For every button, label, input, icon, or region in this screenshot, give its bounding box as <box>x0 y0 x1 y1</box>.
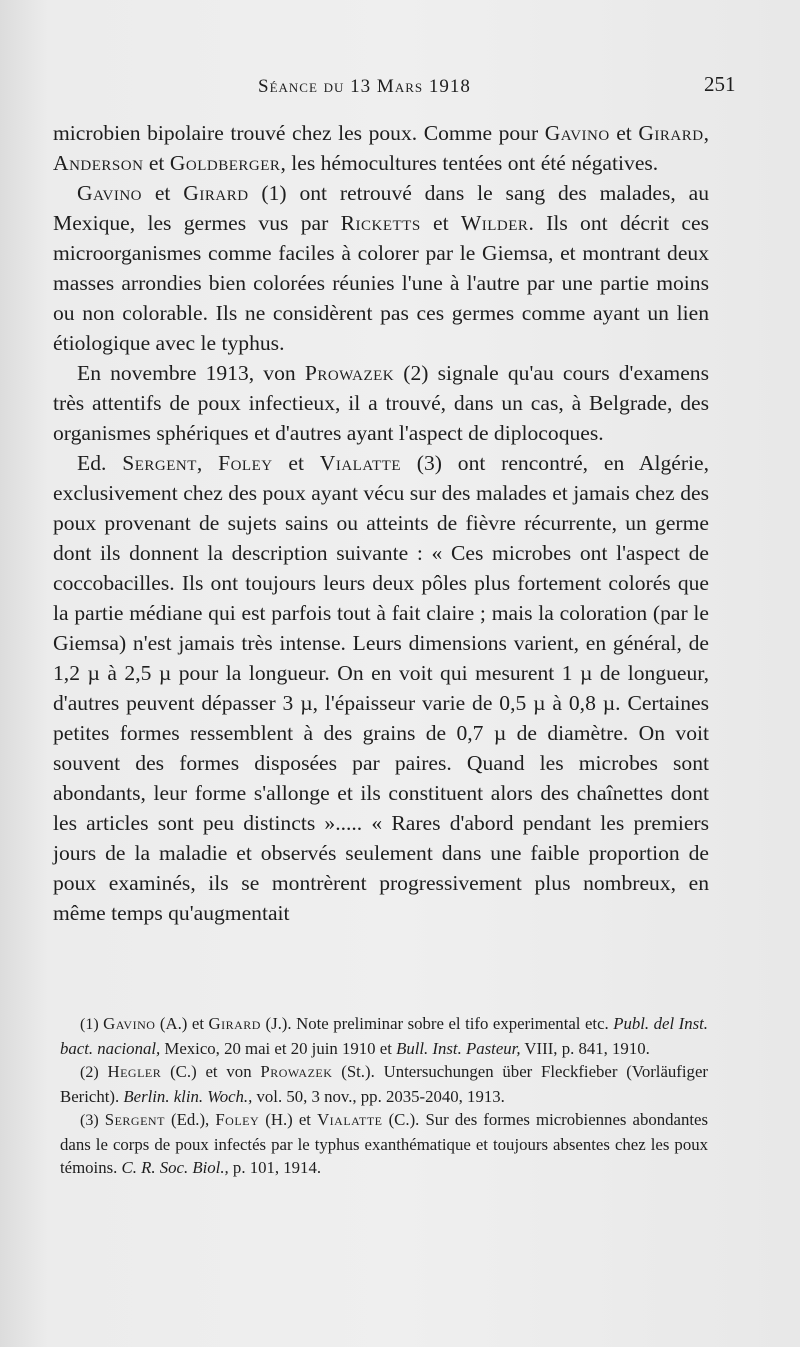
text-run: , les hémocultures tentées ont été négatives. <box>280 151 659 175</box>
text-run: , <box>703 121 709 145</box>
author-name: Gavino <box>544 121 610 145</box>
author-name: Gavino <box>77 181 142 205</box>
author-name: Girard <box>183 181 249 205</box>
author-name: Vialatte <box>317 1110 383 1129</box>
text-run: (C.) et von <box>161 1062 261 1081</box>
author-name: Anderson <box>53 151 144 175</box>
text-run: microbien bipolaire trouvé chez les poux. Comme pour <box>53 121 545 145</box>
footnote-3 <box>60 1108 708 1180</box>
text-run: et <box>142 181 184 205</box>
footnote-number: (2) <box>80 1064 99 1081</box>
text-run: et <box>609 121 639 145</box>
page-header <box>0 72 800 106</box>
text-run: (A.) et <box>155 1014 209 1033</box>
footnote-2 <box>60 1060 708 1108</box>
text-run: (3) ont rencontré, en Algérie, exclusivement chez des poux ayant vécu sur des malades et jamais chez des poux provenant de sujets sains ou atteints de fièvre récurrente, un germe dont ils donnent la description suivante : « Ces microbes ont l'aspect de coccobacilles. Ils ont toujours leurs deux pôles plus fortement colorés que la partie médiane qui est parfois tout à fait claire ; mais la coloration (par le Giemsa) n'est jamais très intense. Leurs dimensions varient, en général, de 1,2 µ à 2,5 µ pour la longueur. On en voit qui mesurent 1 µ de longueur, d'autres peuvent dépasser 3 µ, l'épaisseur varie de 0,5 µ à 0,8 µ. Certaines petites formes ressemblent à des grains de 0,7 µ de diamètre. On voit souvent des formes disposées par paires. Quand les microbes sont abondants, leur forme s'allonge et ils constituent alors des chaînettes dont les articles sont peu distincts »..... « Rares d'abord pendant les premiers jours de la maladie et observés seulement dans une faible proportion de poux examinés, ils se montrèrent progressivement plus nombreux, en même temps qu'augmentait <box>53 451 710 925</box>
text-run: (2) signale qu'au cours d'examens très attentifs de poux infectieux, il a trouvé, dans un cas, à Belgrade, des organismes sphériques et d'autres ayant l'aspect de diplocoques. <box>53 361 709 445</box>
text-run: et <box>272 451 320 475</box>
journal-title: Berlin. klin. Woch., <box>123 1086 253 1106</box>
text-run: (1) ont retrouvé dans le sang des malades, au Mexique, les germes vus par <box>53 181 709 235</box>
text-run: , <box>196 451 219 475</box>
paragraph-1 <box>53 118 709 178</box>
body-text <box>53 118 709 928</box>
text-run: et <box>143 151 170 175</box>
author-name: Goldberger <box>169 151 281 175</box>
text-run: (J.). Note preliminar sobre el tifo experimental etc. <box>260 1014 614 1033</box>
text-run: VIII, p. 841, 1910. <box>520 1038 650 1058</box>
paragraph-2 <box>53 178 709 358</box>
text-run: (C.). Sur des formes microbiennes abondantes dans le corps de poux infectés par le typhus exanthématique et toujours absentes chez les poux témoins. <box>60 1110 709 1177</box>
text-run: (H.) et <box>259 1110 318 1129</box>
author-name: Foley <box>215 1110 260 1129</box>
text-run: En novembre 1913, von <box>77 361 305 385</box>
footnote-number: (3) <box>80 1112 99 1129</box>
author-name: Foley <box>218 451 273 475</box>
text-run: . Ils ont décrit ces microorganismes comme faciles à colorer par le Giemsa, et montrant deux masses arrondies bien colorées réunies l'une à l'autre par une partie moins ou non colorable. Ils ne considèrent pas ces germes comme ayant un lien étiologique avec le typhus. <box>53 211 709 355</box>
author-name: Hegler <box>107 1062 162 1081</box>
text-run: Ed. <box>77 451 123 475</box>
author-name: Ricketts <box>340 211 421 235</box>
author-name: Sergent <box>122 451 197 475</box>
author-name: Vialatte <box>319 451 401 475</box>
author-name: Girard <box>638 121 704 145</box>
text-run: (Ed.), <box>164 1110 216 1129</box>
journal-title: C. R. Soc. Biol., <box>121 1158 229 1177</box>
journal-title: Publ. del Inst. bact. nacional, <box>60 1014 708 1058</box>
page-number: 251 <box>704 72 736 96</box>
author-name: Prowazek <box>260 1062 333 1081</box>
author-name: Wilder <box>460 211 529 235</box>
text-run: (St.). Untersuchungen über Fleckfieber (Vorläufiger Bericht). <box>60 1062 708 1106</box>
journal-title: Bull. Inst. Pasteur, <box>396 1038 521 1058</box>
footnotes <box>60 1012 708 1180</box>
text-run: Mexico, 20 mai et 20 juin 1910 et <box>160 1038 397 1058</box>
footnote-number: (1) <box>80 1016 99 1033</box>
author-name: Prowazek <box>304 361 395 385</box>
paragraph-4 <box>53 448 709 928</box>
text-run: vol. 50, 3 nov., pp. 2035-2040, 1913. <box>252 1086 505 1106</box>
author-name: Girard <box>208 1014 261 1033</box>
author-name: Sergent <box>104 1110 165 1129</box>
author-name: Gavino <box>103 1014 156 1033</box>
paragraph-3 <box>53 358 709 448</box>
running-head: Séance du 13 Mars 1918 <box>258 76 471 97</box>
text-run: et <box>420 211 461 235</box>
footnote-1 <box>60 1012 708 1060</box>
text-run: p. 101, 1914. <box>228 1158 322 1177</box>
